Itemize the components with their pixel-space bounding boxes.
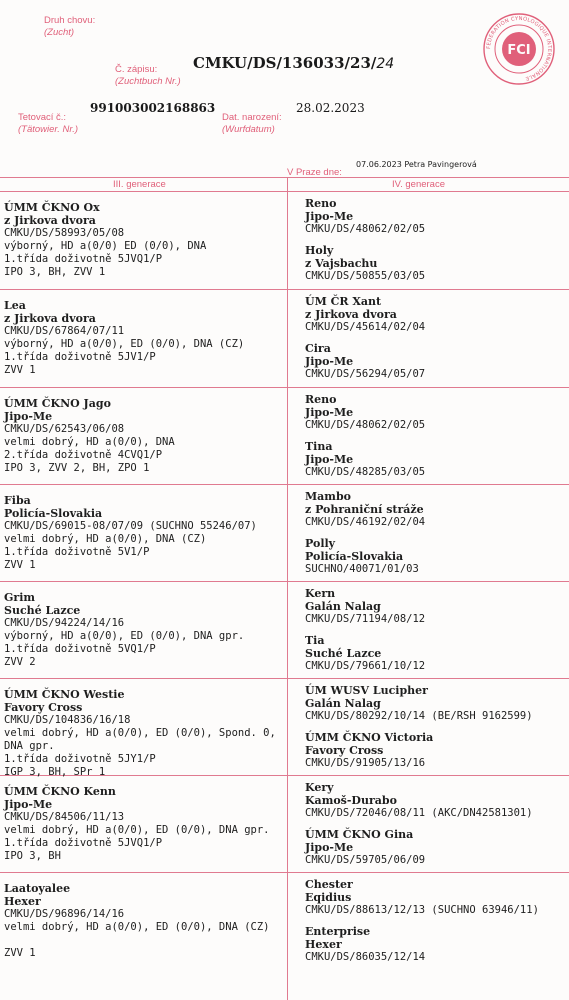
ancestors-gen4	[305, 393, 567, 479]
spacer	[305, 820, 567, 828]
ancestors-gen4	[305, 684, 567, 770]
registration: SUCHNO/40071/01/03	[305, 563, 419, 575]
pedigree-row	[0, 387, 569, 485]
registration: CMKU/DS/56294/05/07	[305, 368, 426, 380]
registration: CMKU/DS/50855/03/05	[305, 270, 426, 282]
ancestor-gen3	[4, 688, 284, 779]
dog-name: Reno	[305, 197, 337, 210]
dog-name: ÚMM ČKNO Jago	[4, 397, 111, 410]
kennel-name: Jipo-Me	[305, 210, 354, 223]
tattoo-number: 991003002168863	[90, 101, 216, 115]
dog-detail: DNA gpr.	[4, 740, 55, 752]
dog-detail: IPO 3, ZVV 2, BH, ZPO 1	[4, 462, 150, 474]
spacer	[305, 626, 567, 634]
kennel-name: Eqidius	[305, 891, 352, 904]
dog-name: Lea	[4, 299, 26, 312]
dog-name: Cira	[305, 342, 331, 355]
tattoo-label	[18, 112, 78, 136]
reg-label-de: (Zuchtbuch Nr.)	[115, 76, 181, 87]
ancestors-gen4	[305, 295, 567, 381]
dog-detail: IPO 3, BH	[4, 850, 61, 862]
dog-name: ÚM WUSV Lucipher	[305, 684, 428, 697]
dog-name: ÚMM ČKNO Victoria	[305, 731, 434, 744]
registration: CMKU/DS/80292/10/14 (BE/RSH 9162599)	[305, 710, 533, 722]
breed-label	[44, 15, 95, 39]
dog-name: Kern	[305, 587, 336, 600]
registration: CMKU/DS/48285/03/05	[305, 466, 426, 478]
kennel-name: z Jirkova dvora	[4, 214, 96, 227]
dog-detail: IPO 3, BH, ZVV 1	[4, 266, 106, 278]
ancestor-gen3	[4, 785, 284, 863]
breed-label-de: (Zucht)	[44, 27, 75, 38]
dog-name: Chester	[305, 878, 353, 891]
dog-detail: CMKU/DS/104836/16/18	[4, 714, 131, 726]
ancestor-gen3	[4, 591, 284, 669]
kennel-name: Hexer	[305, 938, 342, 951]
pedigree-table	[0, 177, 569, 1000]
dog-detail: výborný, HD a(0/0) ED (0/0), DNA	[4, 240, 207, 252]
dog-detail: CMKU/DS/58993/05/08	[4, 227, 125, 239]
dog-name: Holy	[305, 244, 334, 257]
place-label: V Praze dne:	[287, 167, 342, 178]
ancestor-gen3	[4, 299, 284, 377]
ancestor-gen3	[4, 494, 284, 572]
dog-name: Laatoyalee	[4, 882, 71, 895]
dob-label	[222, 112, 282, 136]
tattoo-label-cz: Tetovací č.:	[18, 112, 67, 123]
tattoo-label-de: (Tätowier. Nr.)	[18, 124, 78, 135]
kennel-name: Favory Cross	[305, 744, 384, 757]
dob-label-de: (Wurfdatum)	[222, 124, 275, 135]
registration: CMKU/DS/48062/02/05	[305, 419, 426, 431]
dog-name: Grim	[4, 591, 36, 604]
dog-detail: CMKU/DS/62543/06/08	[4, 423, 125, 435]
issue-date-signature: 07.06.2023 Petra Pavingerová	[356, 160, 477, 169]
ancestors-gen4	[305, 587, 567, 673]
dog-detail: ZVV 1	[4, 947, 36, 959]
spacer	[305, 917, 567, 925]
column-header-left: III. generace	[113, 179, 166, 190]
seal-abbr: FCI	[507, 43, 531, 58]
registration: CMKU/DS/88613/12/13 (SUCHNO 63946/11)	[305, 904, 539, 916]
dog-detail: CMKU/DS/94224/14/16	[4, 617, 125, 629]
dog-detail: velmi dobrý, HD a(0/0), DNA (CZ)	[4, 533, 207, 545]
registration: CMKU/DS/79661/10/12	[305, 660, 426, 672]
kennel-name: z Jirkova dvora	[305, 308, 397, 321]
dog-name: ÚMM ČKNO Ox	[4, 201, 100, 214]
kennel-name: z Pohraniční stráže	[305, 503, 424, 516]
registration-suffix-handwritten: 24	[376, 56, 395, 72]
dog-name: Polly	[305, 537, 336, 550]
dog-name: Kery	[305, 781, 334, 794]
kennel-name: Jipo-Me	[305, 406, 354, 419]
dog-detail: velmi dobrý, HD a(0/0), ED (0/0), DNA gpr.	[4, 824, 270, 836]
dog-detail: ZVV 1	[4, 559, 36, 571]
pedigree-row	[0, 484, 569, 582]
dog-detail: 1.třída doživotně 5JVQ1/P	[4, 837, 163, 849]
reg-label	[115, 64, 181, 88]
ancestors-gen4	[305, 490, 567, 576]
seal-ring-text: FEDERATION CYNOLOGIQUE INTERNATIONALE	[485, 15, 553, 82]
registration: CMKU/DS/59705/06/09	[305, 854, 426, 866]
kennel-name: Kamoš-Durabo	[305, 794, 397, 807]
pedigree-row	[0, 581, 569, 679]
dog-detail: 1.třída doživotně 5V1/P	[4, 546, 150, 558]
dog-detail: CMKU/DS/96896/14/16	[4, 908, 125, 920]
ancestors-gen4	[305, 197, 567, 283]
kennel-name: Galán Nalag	[305, 600, 381, 613]
kennel-name: Galán Nalag	[305, 697, 381, 710]
dog-detail: IGP 3, BH, SPr 1	[4, 766, 106, 778]
spacer	[305, 334, 567, 342]
pedigree-row	[0, 191, 569, 290]
kennel-name: Policía-Slovakia	[4, 507, 103, 520]
spacer	[305, 529, 567, 537]
ancestor-gen3	[4, 201, 284, 279]
dog-name: Fiba	[4, 494, 31, 507]
kennel-name: z Vajsbachu	[305, 257, 378, 270]
dog-detail: ZVV 2	[4, 656, 36, 668]
spacer	[305, 432, 567, 440]
registration: CMKU/DS/86035/12/14	[305, 951, 426, 963]
dog-name: ÚMM ČKNO Westie	[4, 688, 125, 701]
dog-name: ÚM ČR Xant	[305, 295, 382, 308]
kennel-name: Policía-Slovakia	[305, 550, 404, 563]
registration: CMKU/DS/71194/08/12	[305, 613, 426, 625]
dog-detail: velmi dobrý, HD a(0/0), DNA	[4, 436, 175, 448]
dog-name: ÚMM ČKNO Gina	[305, 828, 414, 841]
date-of-birth: 28.02.2023	[296, 101, 365, 115]
dog-name: Mambo	[305, 490, 351, 503]
registration: CMKU/DS/46192/02/04	[305, 516, 426, 528]
kennel-name: Jipo-Me	[4, 798, 53, 811]
spacer	[305, 236, 567, 244]
ancestor-gen3	[4, 882, 284, 960]
column-header-right: IV. generace	[392, 179, 445, 190]
fci-seal-icon	[482, 12, 556, 86]
spacer	[305, 723, 567, 731]
kennel-name: Suché Lazce	[305, 647, 382, 660]
dog-detail: výborný, HD a(0/0), ED (0/0), DNA (CZ)	[4, 338, 245, 350]
dog-name: Tina	[305, 440, 333, 453]
dog-name: ÚMM ČKNO Kenn	[4, 785, 116, 798]
kennel-name: Hexer	[4, 895, 41, 908]
registration: CMKU/DS/72046/08/11 (AKC/DN42581301)	[305, 807, 533, 819]
dog-detail: velmi dobrý, HD a(0/0), ED (0/0), DNA (CZ)	[4, 921, 270, 933]
kennel-name: Jipo-Me	[305, 841, 354, 854]
registration-number	[193, 54, 394, 72]
kennel-name: Suché Lazce	[4, 604, 81, 617]
pedigree-row	[0, 872, 569, 1000]
kennel-name: Favory Cross	[4, 701, 83, 714]
pedigree-row	[0, 775, 569, 873]
registration: CMKU/DS/48062/02/05	[305, 223, 426, 235]
dog-detail: 1.třída doživotně 5JY1/P	[4, 753, 156, 765]
dog-detail: ZVV 1	[4, 364, 36, 376]
dog-detail: CMKU/DS/67864/07/11	[4, 325, 125, 337]
registration: CMKU/DS/45614/02/04	[305, 321, 426, 333]
kennel-name: Jipo-Me	[305, 453, 354, 466]
dog-detail	[4, 934, 284, 947]
kennel-name: Jipo-Me	[305, 355, 354, 368]
pedigree-row	[0, 289, 569, 388]
dog-detail: 1.třída doživotně 5VQ1/P	[4, 643, 156, 655]
ancestor-gen3	[4, 397, 284, 475]
dob-label-cz: Dat. narození:	[222, 112, 282, 123]
pedigree-row	[0, 678, 569, 776]
registration-number-main: CMKU/DS/136033/23/	[193, 54, 377, 72]
kennel-name: Jipo-Me	[4, 410, 53, 423]
dog-detail: 2.třída doživotně 4CVQ1/P	[4, 449, 163, 461]
dog-detail: velmi dobrý, HD a(0/0), ED (0/0), Spond. 0,	[4, 727, 276, 739]
reg-label-cz: Č. zápisu:	[115, 64, 158, 75]
registration: CMKU/DS/91905/13/16	[305, 757, 426, 769]
dog-name: Enterprise	[305, 925, 371, 938]
breed-label-cz: Druh chovu:	[44, 15, 96, 26]
dog-name: Tia	[305, 634, 325, 647]
kennel-name: z Jirkova dvora	[4, 312, 96, 325]
dog-detail: CMKU/DS/84506/11/13	[4, 811, 125, 823]
dog-detail: CMKU/DS/69015-08/07/09 (SUCHNO 55246/07)	[4, 520, 257, 532]
ancestors-gen4	[305, 878, 567, 964]
dog-detail: 1.třída doživotně 5JV1/P	[4, 351, 156, 363]
dog-name: Reno	[305, 393, 337, 406]
dog-detail: výborný, HD a(0/0), ED (0/0), DNA gpr.	[4, 630, 245, 642]
ancestors-gen4	[305, 781, 567, 867]
dog-detail: 1.třída doživotně 5JVQ1/P	[4, 253, 163, 265]
